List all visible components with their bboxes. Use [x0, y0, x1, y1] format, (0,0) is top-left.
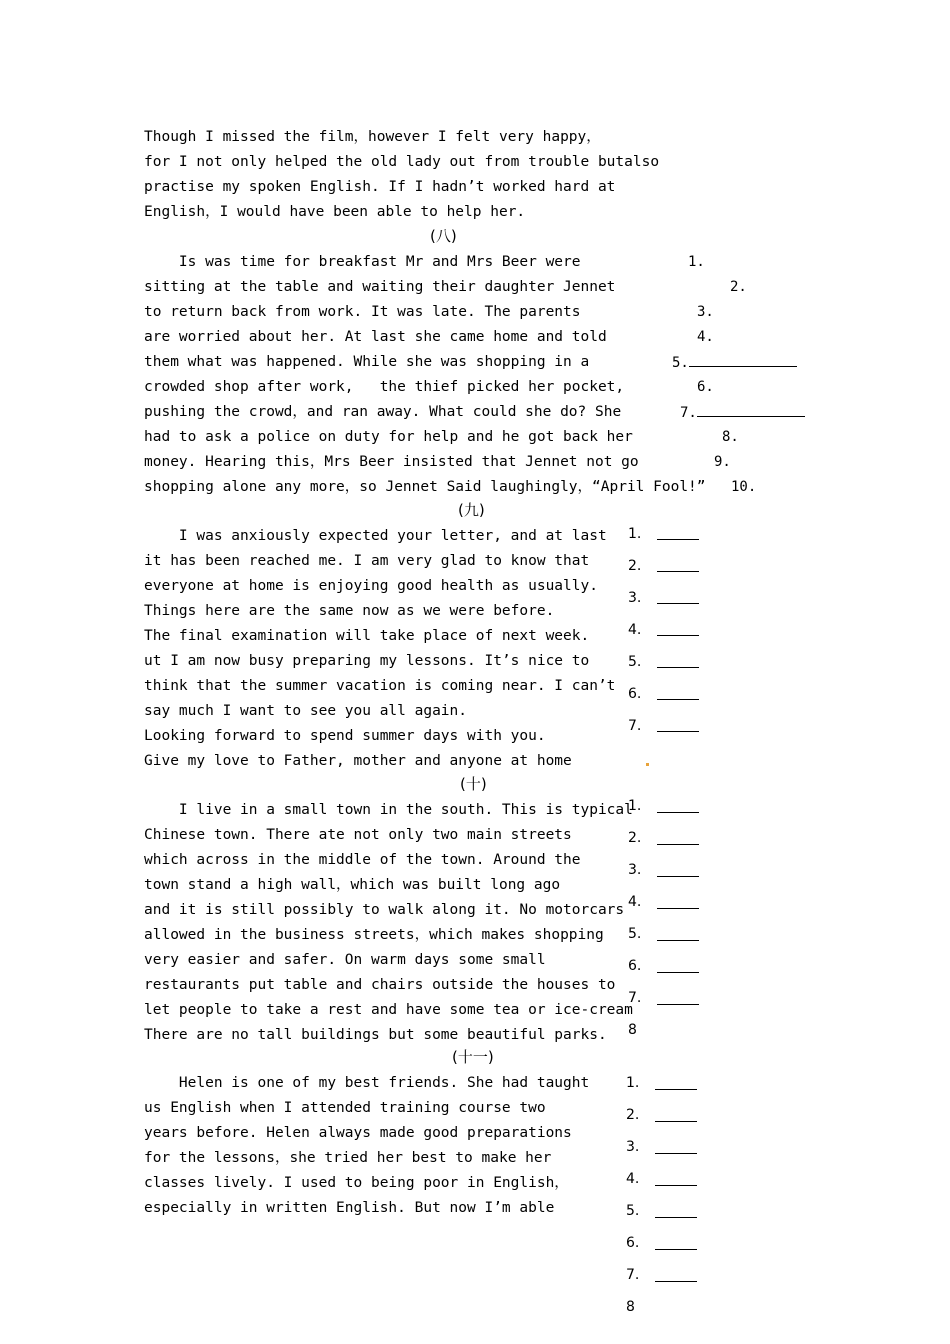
answer-blank[interactable]	[689, 352, 797, 367]
answer-blank[interactable]	[657, 926, 699, 941]
passage-line: There are no tall buildings but some beautiful parks.	[144, 1027, 607, 1043]
section-title-11: (十一)	[452, 1048, 494, 1066]
intro-line: English，I would have been able to help her.	[144, 204, 526, 220]
answer-number: 3.	[697, 304, 714, 320]
answer-number: 1.	[628, 526, 642, 542]
passage-line: had to ask a police on duty for help and he got back her	[144, 429, 633, 445]
answer-number: 2.	[730, 279, 747, 295]
passage-line: pushing the crowd，and ran away. What could she do? She	[144, 404, 622, 420]
intro-line: practise my spoken English. If I hadn’t worked hard at	[144, 179, 616, 195]
passage-line: I live in a small town in the south. This is typical	[144, 802, 633, 818]
answer-number: 5.	[626, 1203, 640, 1219]
answer-number: 5.	[628, 654, 642, 670]
answer-number: 1.	[626, 1075, 640, 1091]
answer-number: 6.	[626, 1235, 640, 1251]
answer-number: 9.	[714, 454, 731, 470]
passage-line: years before. Helen always made good preparations	[144, 1125, 572, 1141]
answer-blank[interactable]	[655, 1139, 697, 1154]
passage-line: are worried about her. At last she came home and told	[144, 329, 607, 345]
passage-line: The final examination will take place of next week.	[144, 628, 590, 644]
answer-number: 8.	[722, 429, 739, 445]
answer-number: 2.	[628, 830, 642, 846]
passage-line: Give my love to Father, mother and anyone at home	[144, 753, 572, 769]
passage-line: money. Hearing this，Mrs Beer insisted that Jennet not go	[144, 454, 639, 470]
passage-line: sitting at the table and waiting their daughter Jennet	[144, 279, 616, 295]
answer-blank[interactable]	[655, 1171, 697, 1186]
passage-line: everyone at home is enjoying good health as usually.	[144, 578, 598, 594]
passage-line: Chinese town. There ate not only two main streets	[144, 827, 572, 843]
intro-line: Though I missed the film，however I felt very happy，	[144, 129, 601, 145]
answer-number-label: 5.	[672, 355, 689, 371]
answer-number: 4.	[697, 329, 714, 345]
answer-blank[interactable]	[657, 958, 699, 973]
answer-number: 7.	[628, 718, 642, 734]
answer-number: 5.	[628, 926, 642, 942]
passage-line: let people to take a rest and have some tea or ice-cream	[144, 1002, 633, 1018]
answer-number: 6.	[628, 958, 642, 974]
answer-blank[interactable]	[657, 686, 699, 700]
answer-number: 2.	[626, 1107, 640, 1123]
passage-line: especially in written English. But now I’m able	[144, 1200, 555, 1216]
answer-blank[interactable]	[655, 1235, 697, 1250]
answer-number: 4.	[626, 1171, 640, 1187]
passage-line: for the lessons，she tried her best to make her	[144, 1150, 552, 1166]
passage-line: us English when I attended training course two	[144, 1100, 546, 1116]
passage-line: Helen is one of my best friends. She had taught	[144, 1075, 590, 1091]
passage-line: allowed in the business streets，which makes shopping	[144, 927, 604, 943]
passage-line: think that the summer vacation is coming near. I can’t	[144, 678, 616, 694]
answer-blank[interactable]	[655, 1267, 697, 1282]
answer-number	[672, 352, 797, 373]
decorative-dot	[646, 763, 649, 766]
passage-line: to return back from work. It was late. The parents	[144, 304, 581, 320]
section-title-8: (八)	[430, 227, 457, 245]
passage-line: restaurants put table and chairs outside the houses to	[144, 977, 616, 993]
answer-blank[interactable]	[657, 654, 699, 668]
answer-blank[interactable]	[657, 862, 699, 877]
answer-number: 3.	[628, 590, 642, 606]
answer-number: 4.	[628, 622, 642, 638]
answer-number: 7.	[628, 990, 642, 1006]
answer-number	[680, 402, 805, 423]
answer-blank[interactable]	[657, 558, 699, 572]
passage-line: and it is still possibly to walk along it. No motorcars	[144, 902, 625, 918]
passage-line: them what was happened. While she was shopping in a	[144, 354, 590, 370]
passage-line: ut I am now busy preparing my lessons. It’s nice to	[144, 653, 590, 669]
passage-line: town stand a high wall，which was built long ago	[144, 877, 561, 893]
answer-blank[interactable]	[657, 718, 699, 732]
answer-blank[interactable]	[657, 798, 699, 813]
answer-blank[interactable]	[655, 1107, 697, 1122]
answer-number-label: 7.	[680, 405, 697, 421]
answer-blank[interactable]	[655, 1203, 697, 1218]
answer-number: 2.	[628, 558, 642, 574]
answer-blank[interactable]	[657, 830, 699, 845]
passage-line: which across in the middle of the town. Around the	[144, 852, 581, 868]
passage-line: Things here are the same now as we were before.	[144, 603, 555, 619]
passage-line: say much I want to see you all again.	[144, 703, 468, 719]
answer-number: 3.	[626, 1139, 640, 1155]
section-title-10: (十)	[460, 775, 487, 793]
answer-blank[interactable]	[657, 622, 699, 636]
answer-number: 8	[626, 1299, 635, 1311]
answer-number: 4.	[628, 894, 642, 910]
passage-line: shopping alone any more，so Jennet Said laughingly，“April Fool!”	[144, 479, 706, 495]
intro-line: for I not only helped the old lady out from trouble butalso	[144, 154, 660, 170]
passage-line: Looking forward to spend summer days with you.	[144, 728, 546, 744]
answer-number: 6.	[697, 379, 714, 395]
answer-number: 6.	[628, 686, 642, 702]
answer-blank[interactable]	[657, 990, 699, 1005]
answer-blank[interactable]	[657, 526, 699, 540]
answer-number: 8	[628, 1022, 637, 1034]
answer-number: 10.	[731, 479, 757, 495]
passage-line: very easier and safer. On warm days some small	[144, 952, 546, 968]
answer-blank[interactable]	[655, 1075, 697, 1090]
answer-number: 1.	[628, 798, 642, 814]
passage-line: crowded shop after work, the thief picked her pocket,	[144, 379, 625, 395]
passage-line: it has been reached me. I am very glad to know that	[144, 553, 590, 569]
answer-blank[interactable]	[697, 402, 805, 417]
passage-line: classes lively. I used to being poor in English，	[144, 1175, 569, 1191]
section-title-9: (九)	[458, 501, 485, 519]
passage-line: Is was time for breakfast Mr and Mrs Beer were	[144, 254, 581, 270]
passage-line: I was anxiously expected your letter, and at last	[144, 528, 607, 544]
answer-blank[interactable]	[657, 590, 699, 604]
answer-number: 7.	[626, 1267, 640, 1283]
answer-number: 3.	[628, 862, 642, 878]
answer-number: 1.	[688, 254, 705, 270]
answer-blank[interactable]	[657, 894, 699, 909]
